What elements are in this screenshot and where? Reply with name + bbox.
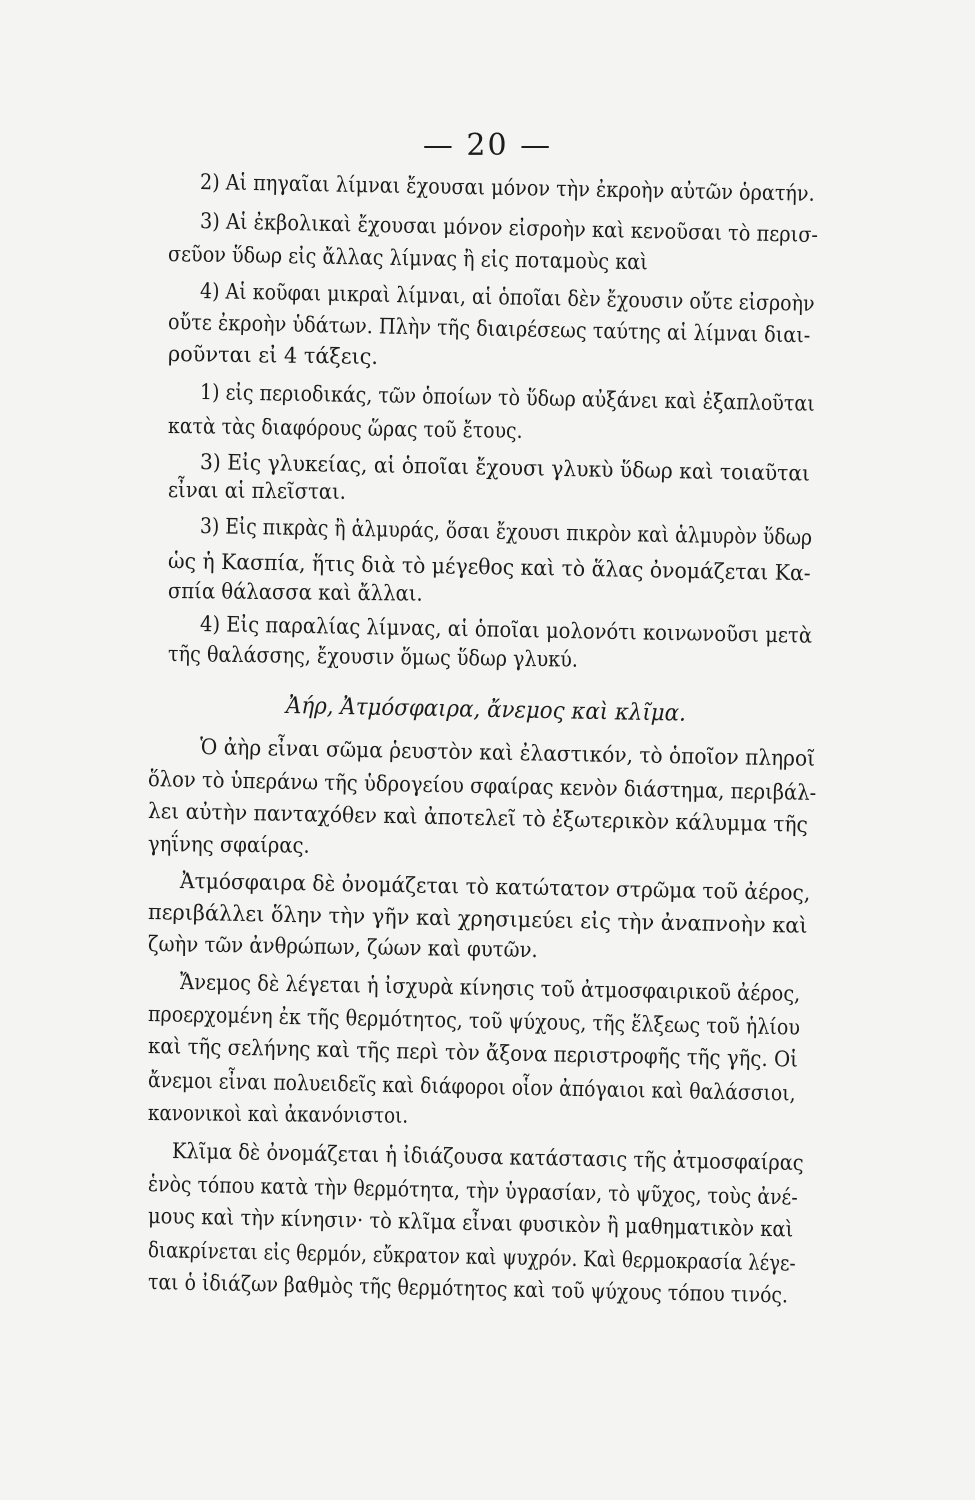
text-line: σεῦον ὕδωρ εἰς ἄλλας λίμνας ἢ εἰς ποταμοὺς καὶ — [167, 242, 648, 276]
text-line: ἄνεμοι εἶναι πολυειδεῖς καὶ διάφοροι οἷον ἀπόγαιοι καὶ θαλάσσιοι, — [147, 1068, 796, 1107]
text-line: 4) Εἰς παραλίας λίμνας, αἱ ὁποῖαι μολονότι κοινωνοῦσι μετὰ — [199, 612, 813, 649]
text-line: ὡς ἡ Κασπία, ἥτις διὰ τὸ μέγεθος καὶ τὸ ἅλας ὀνομάζεται Κα- — [167, 549, 811, 587]
text-line: Ἀτμόσφαιρα δὲ ὀνομάζεται τὸ κατώτατον στρῶμα τοῦ ἀέρος, — [179, 869, 811, 907]
text-line: 1) εἰς περιοδικάς, τῶν ὁποίων τὸ ὕδωρ αὐξάνει καὶ ἐξαπλοῦται — [199, 380, 815, 417]
text-line: τῆς θαλάσσης, ἔχουσιν ὅμως ὕδωρ γλυκύ. — [167, 642, 579, 673]
section-heading: Ἀήρ, Ἀτμόσφαιρα, ἄνεμος καὶ κλῖμα. — [285, 693, 687, 727]
text-line: Ἄνεμος δὲ λέγεται ἡ ἰσχυρὰ κίνησις τοῦ ἀτμοσφαιρικοῦ ἀέρος, — [179, 970, 801, 1007]
text-line: 3) Αἱ ἐκβολικαὶ ἔχουσαι μόνον εἰσροὴν καὶ κενοῦσαι τὸ περισ- — [199, 209, 819, 249]
text-line: περιβάλλει ὅλην τὴν γῆν καὶ χρησιμεύει εἰς τὴν ἀναπνοὴν καὶ — [147, 900, 808, 939]
text-line: 3) Εἰς πικρὰς ἢ ἁλμυράς, ὅσαι ἔχουσι πικρὸν καὶ ἁλμυρὸν ὕδωρ — [199, 514, 813, 551]
text-line: 2) Αἱ πηγαῖαι λίμναι ἔχουσαι μόνον τὴν ἐκροὴν αὐτῶν ὁρατήν. — [199, 170, 815, 207]
text-line: Κλῖμα δὲ ὀνομάζεται ἡ ἰδιάζουσα κατάστασις τῆς ἀτμοσφαίρας — [171, 1139, 804, 1177]
text-line: γηΐνης σφαίρας. — [147, 832, 310, 859]
text-line: καὶ τῆς σελήνης καὶ τῆς περὶ τὸν ἄξονα περιστροφῆς τῆς γῆς. Οἱ — [147, 1034, 799, 1073]
text-line: κατὰ τὰς διαφόρους ὥρας τοῦ ἔτους. — [167, 414, 523, 444]
text-line: διακρίνεται εἰς θερμόν, εὔκρατον καὶ ψυχρόν. Καὶ θερμοκρασία λέγε- — [147, 1238, 796, 1277]
text-line: ζωὴν τῶν ἀνθρώπων, ζώων καὶ φυτῶν. — [147, 932, 538, 964]
text-line: οὔτε ἐκροὴν ὑδάτων. Πλὴν τῆς διαιρέσεως ταύτης αἱ λίμναι διαι- — [167, 310, 811, 349]
text-line: Ὁ ἀὴρ εἶναι σῶμα ῥευστὸν καὶ ἐλαστικόν, τὸ ὁποῖον πληροῖ — [199, 735, 816, 772]
text-line: 4) Αἱ κοῦφαι μικραὶ λίμναι, αἱ ὁποῖαι δὲν ἔχουσιν οὔτε εἰσροὴν — [199, 279, 815, 317]
text-line: σπία θάλασσα καὶ ἄλλαι. — [167, 579, 423, 607]
text-line: κανονικοὶ καὶ ἀκανόνιστοι. — [147, 1101, 409, 1129]
text-line: λει αὐτὴν πανταχόθεν καὶ ἀποτελεῖ τὸ ἐξωτερικὸν κάλυμμα τῆς — [147, 799, 809, 838]
text-line: προερχομένη ἐκ τῆς θερμότητος, τοῦ ψύχους, τῆς ἕλξεως τοῦ ἡλίου — [147, 1002, 801, 1041]
text-line: εἶναι αἱ πλεῖσται. — [167, 478, 347, 505]
text-line: ἑνὸς τόπου κατὰ τὴν θερμότητα, τὴν ὑγρασίαν, τὸ ψῦχος, τοὺς ἀνέ- — [147, 1172, 798, 1211]
text-line: ται ὁ ἰδιάζων βαθμὸς τῆς θερμότητος καὶ τοῦ ψύχους τόπου τινός. — [147, 1270, 789, 1309]
page-number: — 20 — — [422, 128, 553, 163]
text-line: ὅλον τὸ ὑπεράνω τῆς ὑδρογείου σφαίρας κενὸν διάστημα, περιβάλ- — [147, 767, 817, 806]
text-line: μους καὶ τὴν κίνησιν· τὸ κλῖμα εἶναι φυσικὸν ἢ μαθηματικὸν καὶ — [147, 1204, 794, 1243]
text-line: ροῦνται εἰ 4 τάξεις. — [167, 342, 379, 370]
text-line: 3) Εἰς γλυκείας, αἱ ὁποῖαι ἔχουσι γλυκὺ ὕδωρ καὶ τοιαῦται — [199, 450, 811, 487]
